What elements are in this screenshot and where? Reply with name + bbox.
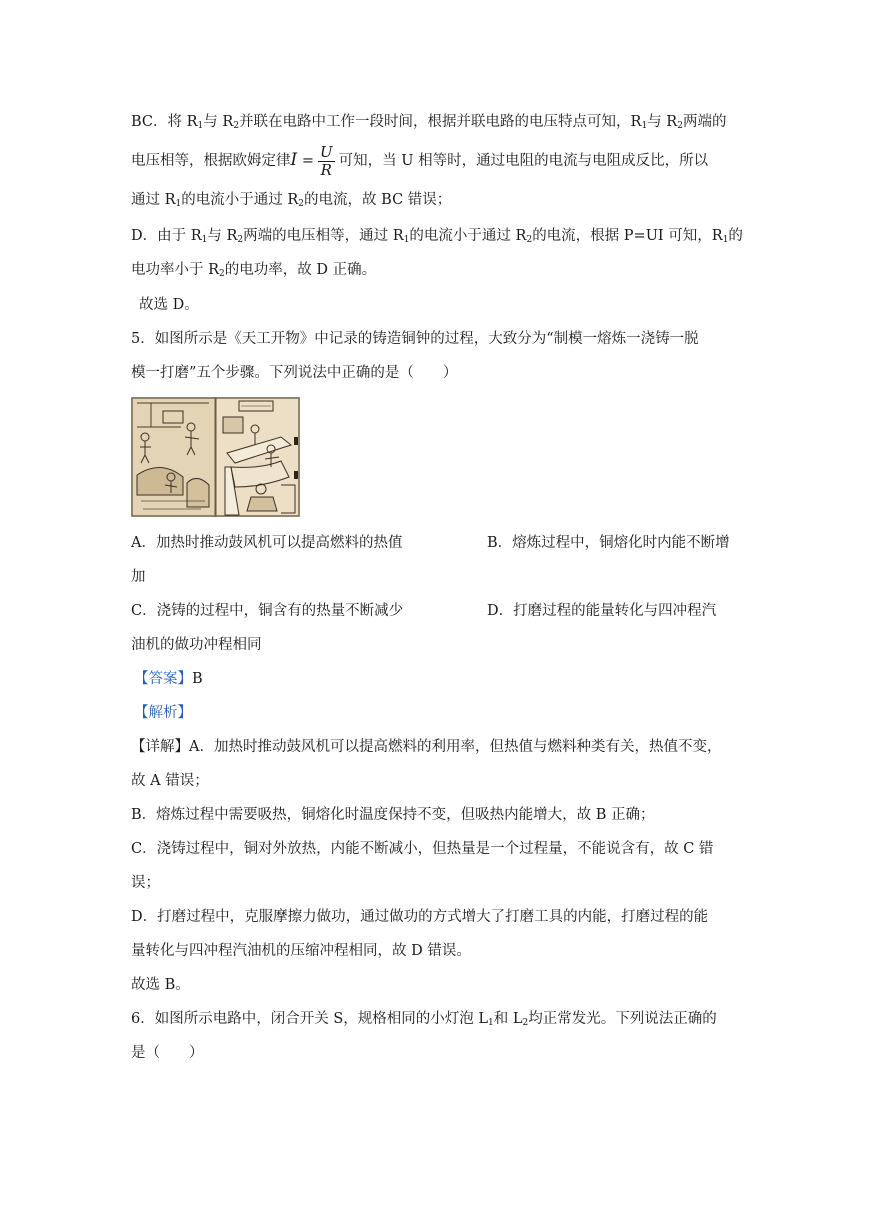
option-a: A．加热时推动鼓风机可以提高燃料的热值 <box>131 535 403 551</box>
option-d-line-1: D．打磨过程的能量转化与四冲程汽 <box>487 603 717 619</box>
option-c: C．浇铸的过程中，铜含有的热量不断减少 <box>131 603 404 619</box>
detail-a-line-2: 故 A 错误； <box>131 773 209 789</box>
answer-line <box>134 669 203 689</box>
detail-b: B．熔炼过程中需要吸热，铜熔化时温度保持不变，但吸热内能增大，故 B 正确； <box>131 807 655 823</box>
question-6-line-2: 是（ ） <box>131 1045 204 1061</box>
conclusion-b: 故选 B。 <box>131 977 190 993</box>
analysis-label: 【解析】 <box>134 705 192 721</box>
question-5-line-2: 模一打磨”五个步骤。下列说法中正确的是（ ） <box>131 365 458 381</box>
answer-value: B <box>192 671 203 687</box>
detail-a-line-1: 【详解】A．加热时推动鼓风机可以提高燃料的利用率，但热值与燃料种类有关，热值不变， <box>131 739 722 755</box>
question-6-line-1: 6．如图所示电路中，闭合开关 S，规格相同的小灯泡 $L_1$和 $L_2$均正常发光。下列说法正确的 <box>131 1011 717 1028</box>
tiangong-kaiwu-illustration <box>131 397 300 517</box>
option-b-line-1: B．熔炼过程中，铜熔化时内能不断增 <box>487 535 730 551</box>
ohms-law-fraction: $\frac{U}{R}$ <box>319 142 333 179</box>
analysis-bc-line-2: 电压相等，根据欧姆定律I = $\frac{U}{R}$ 可知，当 U 相等时，通过电阻的电流与电阻成反比，所以 <box>131 142 709 179</box>
analysis-d-line-2: 电功率小于 $R_2$的电功率，故 D 正确。 <box>131 262 377 279</box>
conclusion-d: 故选 D。 <box>139 297 199 313</box>
option-d-line-2: 油机的做功冲程相同 <box>131 637 262 653</box>
analysis-bc-line-1: BC．将 $R_1$与 $R_2$并联在电路中工作一段时间，根据并联电路的电压特点可知，$R_1$与 $R_2$两端的 <box>131 114 727 131</box>
analysis-bc-line-3: 通过 $R_1$的电流小于通过 $R_2$的电流，故 BC 错误； <box>131 192 452 209</box>
detail-d-line-2: 量转化与四冲程汽油机的压缩冲程相同，故 D 错误。 <box>131 943 471 959</box>
option-b-line-2: 加 <box>131 569 146 585</box>
detail-d-line-1: D．打磨过程中，克服摩擦力做功，通过做功的方式增大了打磨工具的内能，打磨过程的能 <box>131 909 709 925</box>
analysis-d-line-1: D．由于 $R_1$与 $R_2$两端的电压相等，通过 $R_1$的电流小于通过 $R_2$的电流，根据 P=UI 可知，$R_1$的 <box>131 228 743 245</box>
detail-label: 【详解】 <box>131 739 189 755</box>
answer-label: 【答案】 <box>134 671 192 687</box>
detail-c-line-2: 误； <box>131 875 160 891</box>
detail-c-line-1: C．浇铸过程中，铜对外放热，内能不断减小，但热量是一个过程量，不能说含有，故 C 错 <box>131 841 714 857</box>
question-5-line-1: 5．如图所示是《天工开物》中记录的铸造铜钟的过程，大致分为“制模一熔炼一浇铸一脱 <box>131 331 699 347</box>
